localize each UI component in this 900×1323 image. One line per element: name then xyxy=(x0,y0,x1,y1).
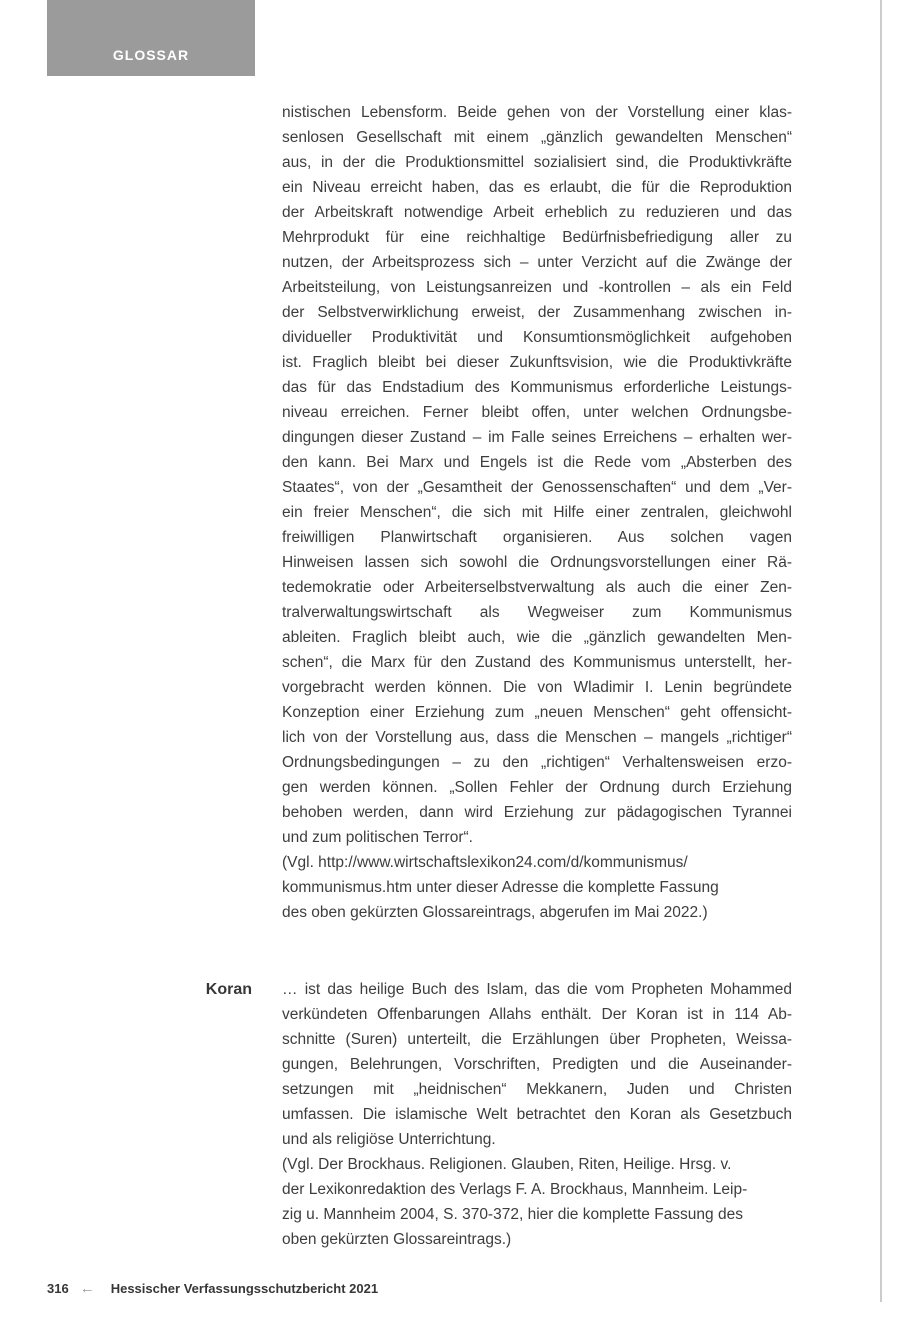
text-line: ein Niveau erreicht haben, das es erlaubt, die für die Reproduktion xyxy=(282,179,792,196)
page-number: 316 xyxy=(47,1281,69,1296)
right-margin-rule xyxy=(880,0,882,1302)
text-line: kommunismus.htm unter dieser Adresse die komplette Fassung xyxy=(282,879,719,896)
text-line: vorgebracht werden können. Die von Wladimir I. Lenin begründete xyxy=(282,679,792,696)
text-line: der Selbstverwirklichung erweist, der Zusammenhang zwischen in- xyxy=(282,304,792,321)
text-line: gen werden können. „Sollen Fehler der Ordnung durch Erziehung xyxy=(282,779,792,796)
text-line: ist. Fraglich bleibt bei dieser Zukunftsvision, wie die Produktivkräfte xyxy=(282,354,792,371)
glossary-content xyxy=(47,100,792,1252)
text-line: dividueller Produktivität und Konsumtionsmöglichkeit aufgehoben xyxy=(282,329,792,346)
text-line: (Vgl. http://www.wirtschaftslexikon24.com/d/kommunismus/ xyxy=(282,854,688,871)
text-line: zig u. Mannheim 2004, S. 370-372, hier die komplette Fassung des xyxy=(282,1206,743,1223)
text-line: Mehrprodukt für eine reichhaltige Bedürfnisbefriedigung aller zu xyxy=(282,229,792,246)
text-line: (Vgl. Der Brockhaus. Religionen. Glauben, Riten, Heilige. Hrsg. v. xyxy=(282,1156,732,1173)
back-arrow-icon: ← xyxy=(79,1280,95,1297)
section-header-box xyxy=(47,0,255,76)
section-label: GLOSSAR xyxy=(112,47,190,63)
text-line: des oben gekürzten Glossareintrags, abgerufen im Mai 2022.) xyxy=(282,904,708,921)
text-line: den kann. Bei Marx und Engels ist die Rede vom „Absterben des xyxy=(282,454,792,471)
text-line: ableiten. Fraglich bleibt auch, wie die „gänzlich gewandelten Men- xyxy=(282,629,792,646)
entry-plain-text xyxy=(282,1127,792,1252)
text-line: nistischen Lebensform. Beide gehen von der Vorstellung einer klas- xyxy=(282,104,792,121)
text-line: behoben werden, dann wird Erziehung zur pädagogischen Tyrannei xyxy=(282,804,792,821)
glossary-entry-koran xyxy=(47,977,792,1252)
text-line: tralverwaltungswirtschaft als Wegweiser zum Kommunismus xyxy=(282,604,792,621)
text-line: gungen, Belehrungen, Vorschriften, Predigten und die Auseinander- xyxy=(282,1056,792,1073)
entry-justified-text xyxy=(282,977,792,1127)
text-line: … ist das heilige Buch des Islam, das die vom Propheten Mohammed xyxy=(282,981,792,998)
entry-body xyxy=(282,100,792,925)
text-line: dingungen dieser Zustand – im Falle seines Erreichens – erhalten wer- xyxy=(282,429,792,446)
text-line: nutzen, der Arbeitsprozess sich – unter Verzicht auf die Zwänge der xyxy=(282,254,792,271)
text-line: oben gekürzten Glossareintrags.) xyxy=(282,1231,512,1248)
entry-justified-text xyxy=(282,100,792,825)
text-line: schnitte (Suren) unterteilt, die Erzählungen über Propheten, Weissa- xyxy=(282,1031,792,1048)
text-line: und als religiöse Unterrichtung. xyxy=(282,1131,496,1148)
text-line: das für das Endstadium des Kommunismus erforderliche Leistungs- xyxy=(282,379,792,396)
report-title: Hessischer Verfassungsschutzbericht 2021 xyxy=(110,1281,379,1296)
page-footer xyxy=(47,1280,378,1297)
text-line: schen“, die Marx für den Zustand des Kommunismus unterstellt, her- xyxy=(282,654,792,671)
text-line: lich von der Vorstellung aus, dass die Menschen – mangels „richtiger“ xyxy=(282,729,792,746)
text-line: Arbeitsteilung, von Leistungsanreizen und -kontrollen – als ein Feld xyxy=(282,279,792,296)
text-line: senlosen Gesellschaft mit einem „gänzlich gewandelten Menschen“ xyxy=(282,129,792,146)
text-line: tedemokratie oder Arbeiterselbstverwaltung als auch die einer Zen- xyxy=(282,579,792,596)
text-line: niveau erreichen. Ferner bleibt offen, unter welchen Ordnungsbe- xyxy=(282,404,792,421)
text-line: Staates“, von der „Gesamtheit der Genossenschaften“ und dem „Ver- xyxy=(282,479,792,496)
entry-plain-text xyxy=(282,825,792,925)
text-line: setzungen mit „heidnischen“ Mekkanern, Juden und Christen xyxy=(282,1081,792,1098)
text-line: verkündeten Offenbarungen Allahs enthält. Der Koran ist in 114 Ab- xyxy=(282,1006,792,1023)
text-line: umfassen. Die islamische Welt betrachtet den Koran als Gesetzbuch xyxy=(282,1106,792,1123)
text-line: der Lexikonredaktion des Verlags F. A. Brockhaus, Mannheim. Leip- xyxy=(282,1181,748,1198)
text-line: ein freier Menschen“, die sich mit Hilfe einer zentralen, gleichwohl xyxy=(282,504,792,521)
text-line: aus, in der die Produktionsmittel sozialisiert sind, die Produktivkräfte xyxy=(282,154,792,171)
entry-body xyxy=(282,977,792,1252)
text-line: Hinweisen lassen sich sowohl die Ordnungsvorstellungen einer Rä- xyxy=(282,554,792,571)
text-line: der Arbeitskraft notwendige Arbeit erheblich zu reduzieren und das xyxy=(282,204,792,221)
text-line: und zum politischen Terror“. xyxy=(282,829,473,846)
text-line: freiwilligen Planwirtschaft organisieren. Aus solchen vagen xyxy=(282,529,792,546)
glossary-entry-kommunismus-continued xyxy=(47,100,792,925)
entry-term: Koran xyxy=(205,981,252,998)
term-column-empty xyxy=(47,100,252,925)
text-line: Konzeption einer Erziehung zum „neuen Menschen“ geht offensicht- xyxy=(282,704,792,721)
text-line: Ordnungsbedingungen – zu den „richtigen“ Verhaltensweisen erzo- xyxy=(282,754,792,771)
